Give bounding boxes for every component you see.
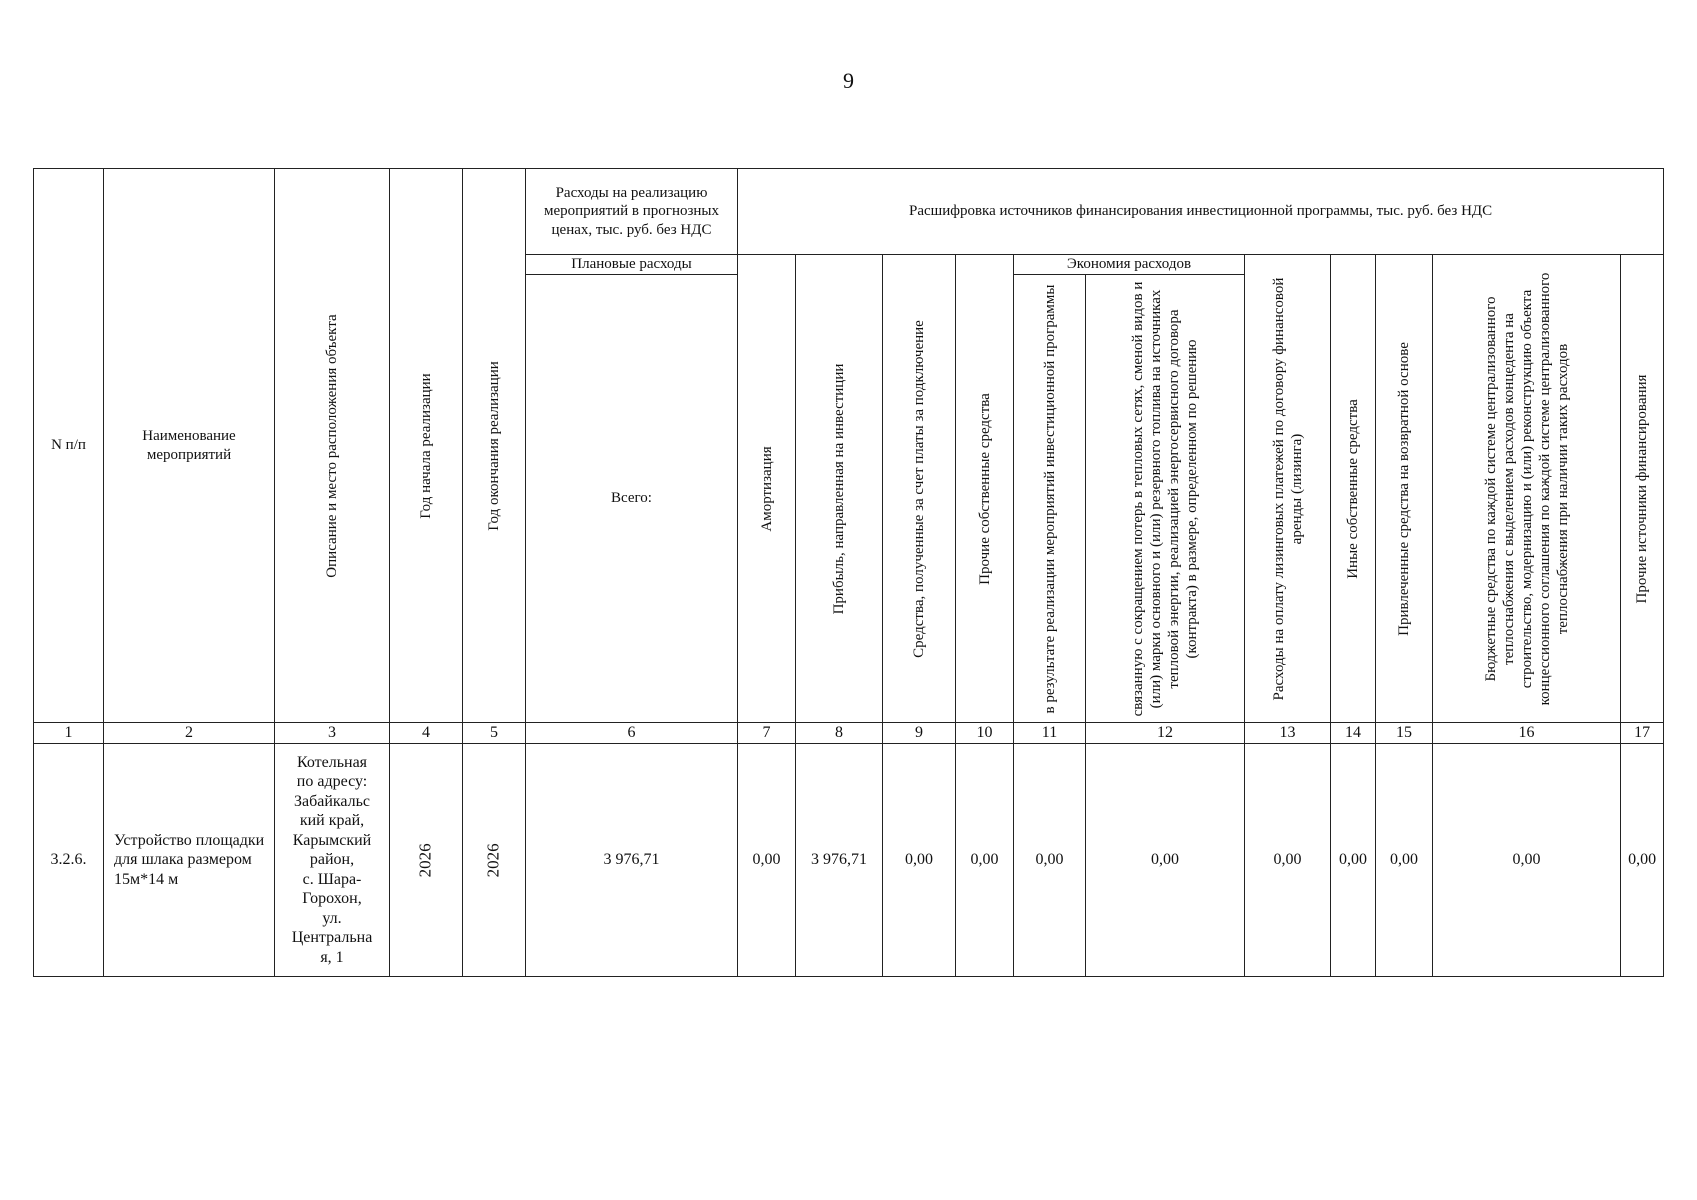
column-number: 12 bbox=[1086, 723, 1245, 744]
column-number: 5 bbox=[463, 723, 526, 744]
row-other-own-funds: 0,00 bbox=[1331, 744, 1376, 977]
column-number: 2 bbox=[104, 723, 275, 744]
header-economy-losses: связанную с сокращением потерь в тепловых сетях, сменой видов и (или) марки основного и (или) резервного топлива на источниках тепловой энергии, реализацией энергосервисного договора (контракта) в размере, определенном по решению bbox=[1086, 275, 1245, 723]
row-budget: 0,00 bbox=[1433, 744, 1621, 977]
header-economy-group: Экономия расходов bbox=[1014, 255, 1245, 275]
header-sources-group: Расшифровка источников финансирования инвестиционной программы, тыс. руб. без НДС bbox=[738, 169, 1664, 255]
header-planned-expenses: Плановые расходы bbox=[526, 255, 738, 275]
row-total: 3 976,71 bbox=[526, 744, 738, 977]
header-name: Наименование мероприятий bbox=[104, 169, 275, 723]
row-other-own: 0,00 bbox=[956, 744, 1014, 977]
column-number: 17 bbox=[1621, 723, 1664, 744]
row-amortization: 0,00 bbox=[738, 744, 796, 977]
column-number: 10 bbox=[956, 723, 1014, 744]
header-start-year: Год начала реализации bbox=[390, 169, 463, 723]
row-name: Устройство площадки для шлака размером 15м*14 м bbox=[104, 744, 275, 977]
column-number: 9 bbox=[883, 723, 956, 744]
header-location: Описание и место расположения объекта bbox=[275, 169, 390, 723]
column-number: 16 bbox=[1433, 723, 1621, 744]
column-number-row bbox=[34, 723, 1664, 744]
column-number: 3 bbox=[275, 723, 390, 744]
row-connection-fee: 0,00 bbox=[883, 744, 956, 977]
header-amortization: Амортизация bbox=[738, 255, 796, 723]
column-number: 1 bbox=[34, 723, 104, 744]
row-other-sources: 0,00 bbox=[1621, 744, 1664, 977]
row-economy-program: 0,00 bbox=[1014, 744, 1086, 977]
header-other-own-funds: Иные собственные средства bbox=[1331, 255, 1376, 723]
row-borrowed: 0,00 bbox=[1376, 744, 1433, 977]
header-total: Всего: bbox=[526, 275, 738, 723]
row-location: Котельная по адресу: Забайкальс кий край, Карымский район, с. Шара- Горохон, ул. Центральна я, 1 bbox=[275, 744, 390, 977]
header-economy-program: в результате реализации мероприятий инвестиционной программы bbox=[1014, 275, 1086, 723]
row-leasing: 0,00 bbox=[1245, 744, 1331, 977]
header-num: N п/п bbox=[34, 169, 104, 723]
header-other-sources: Прочие источники финансирования bbox=[1621, 255, 1664, 723]
column-number: 6 bbox=[526, 723, 738, 744]
row-number: 3.2.6. bbox=[34, 744, 104, 977]
column-number: 13 bbox=[1245, 723, 1331, 744]
column-number: 11 bbox=[1014, 723, 1086, 744]
column-number: 7 bbox=[738, 723, 796, 744]
column-number: 8 bbox=[796, 723, 883, 744]
header-leasing: Расходы на оплату лизинговых платежей по договору финансовой аренды (лизинга) bbox=[1245, 255, 1331, 723]
header-other-own: Прочие собственные средства bbox=[956, 255, 1014, 723]
column-number: 4 bbox=[390, 723, 463, 744]
column-number: 15 bbox=[1376, 723, 1433, 744]
row-end-year: 2026 bbox=[463, 744, 526, 977]
header-profit: Прибыль, направленная на инвестиции bbox=[796, 255, 883, 723]
header-borrowed: Привлеченные средства на возвратной основе bbox=[1376, 255, 1433, 723]
investment-program-table bbox=[33, 168, 1664, 977]
column-number: 14 bbox=[1331, 723, 1376, 744]
row-profit: 3 976,71 bbox=[796, 744, 883, 977]
header-budget: Бюджетные средства по каждой системе централизованного теплоснабжения с выделением расходов концедента на строительство, модернизацию и (или) реконструкцию объекта концессионного соглашения по каждой системе централизованного теплоснабжения при наличии таких расходов bbox=[1433, 255, 1621, 723]
header-end-year: Год окончания реализации bbox=[463, 169, 526, 723]
table-row bbox=[34, 744, 1664, 977]
header-expenses-group: Расходы на реализацию мероприятий в прогнозных ценах, тыс. руб. без НДС bbox=[526, 169, 738, 255]
header-connection-fee: Средства, полученные за счет платы за подключение bbox=[883, 255, 956, 723]
page-number: 9 bbox=[843, 68, 854, 93]
header-row-1 bbox=[34, 169, 1664, 255]
row-economy-losses: 0,00 bbox=[1086, 744, 1245, 977]
row-start-year: 2026 bbox=[390, 744, 463, 977]
